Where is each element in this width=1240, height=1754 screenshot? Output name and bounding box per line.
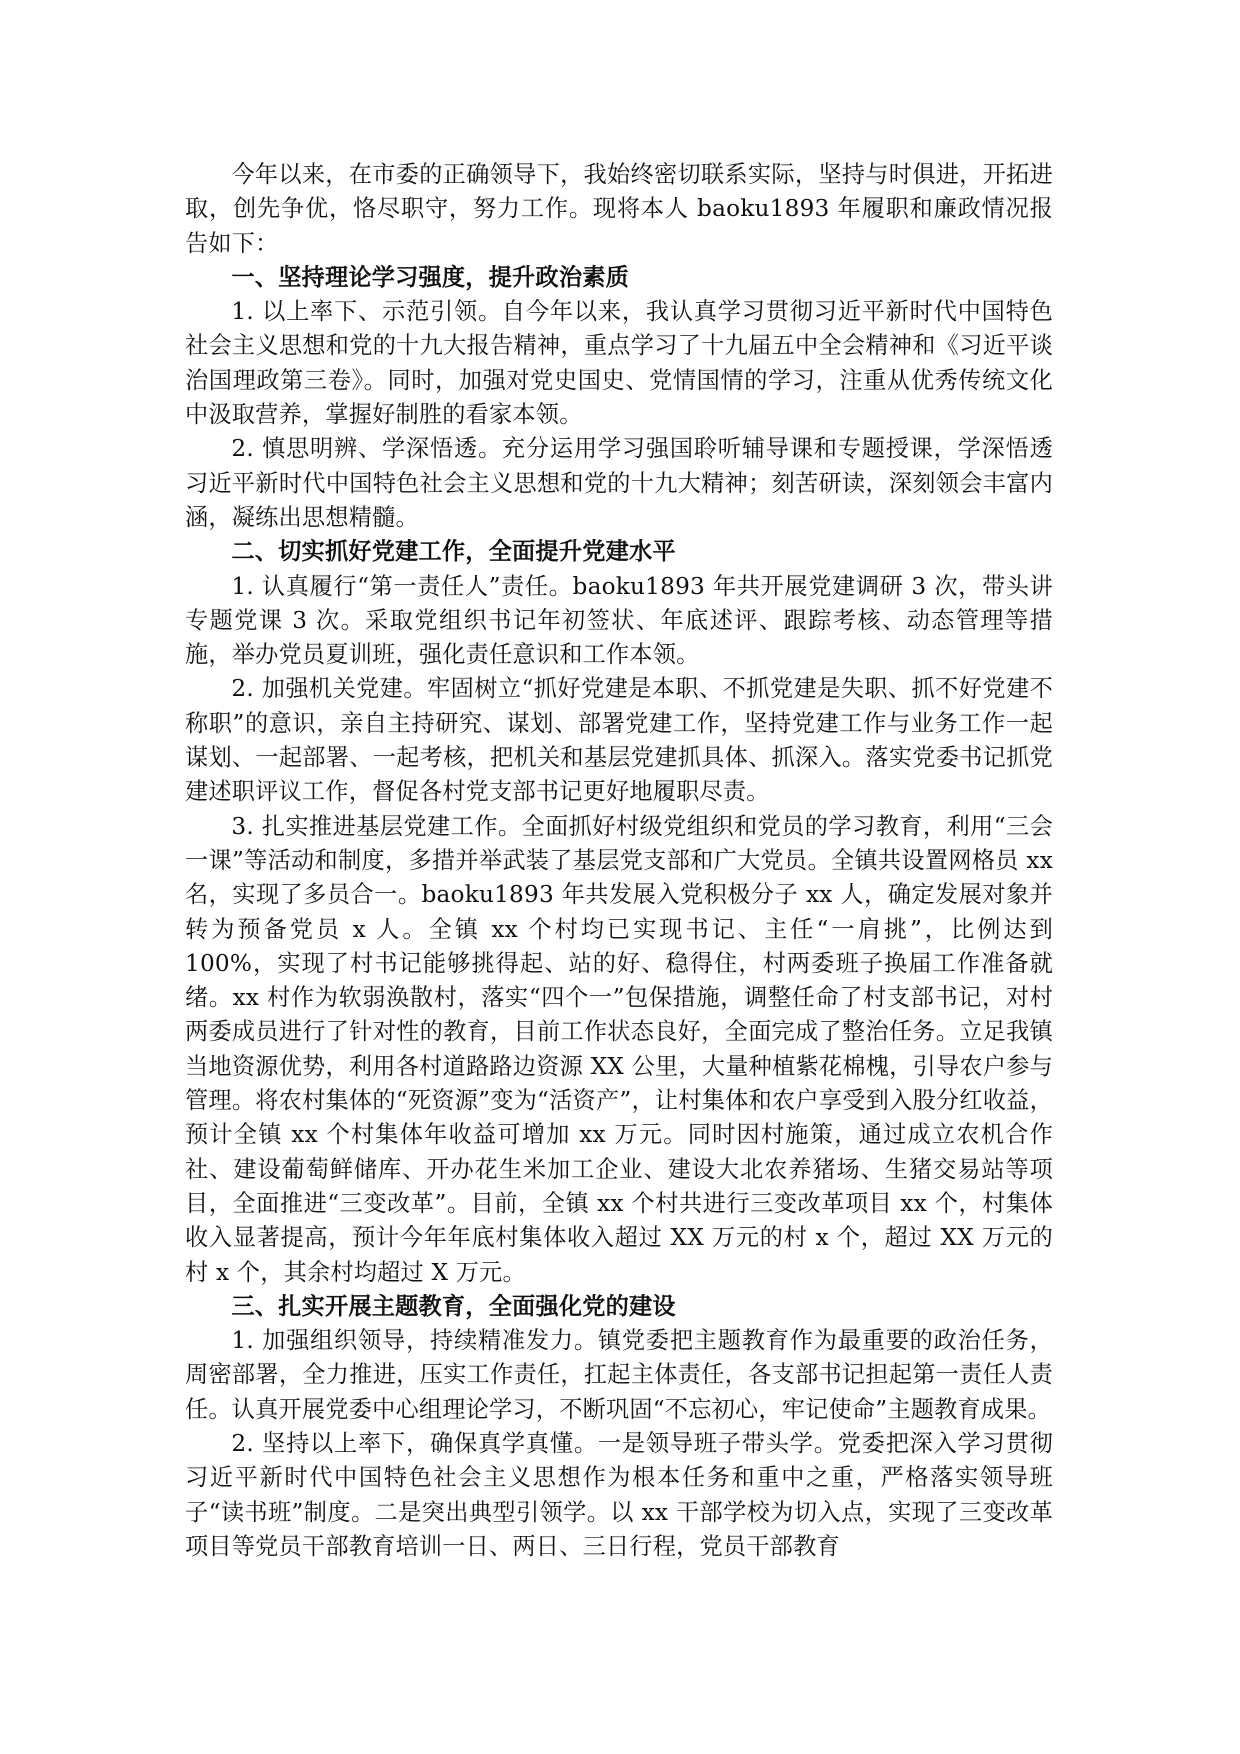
section-1-heading: 一、坚持理论学习强度，提升政治素质: [231, 263, 629, 291]
document-body: [185, 158, 1053, 1564]
section-2-paragraph-1: 1. 认真履行“第一责任人”责任。baoku1893 年共开展党建调研 3 次，带头讲专题党课 3 次。采取党组织书记年初签状、年底述评、跟踪考核、动态管理等措施，举办党员夏训班，强化责任意识和工作本领。: [185, 572, 1053, 669]
section-3-paragraph-2: 2. 坚持以上率下，确保真学真懂。一是领导班子带头学。党委把深入学习贯彻习近平新时代中国特色社会主义思想作为根本任务和重中之重，严格落实领导班子“读书班”制度。二是突出典型引领学。以 xx 干部学校为切入点，实现了三变改革项目等党员干部教育培训一日、两日、三日行程，党员干部教育: [185, 1429, 1053, 1560]
section-2-paragraph-3: 3. 扎实推进基层党建工作。全面抓好村级党组织和党员的学习教育，利用“三会一课”等活动和制度，多措并举武装了基层党支部和广大党员。全镇共设置网格员 xx 名，实现了多员合一。baoku1893 年共发展入党积极分子 xx 人，确定发展对象并转为预备党员 x 人。全镇 xx 个村均已实现书记、主任“一肩挑”，比例达到 100%，实现了村书记能够挑得起、站的好、稳得住，村两委班子换届工作准备就绪。xx 村作为软弱涣散村，落实“四个一”包保措施，调整任命了村支部书记，对村两委成员进行了针对性的教育，目前工作状态良好，全面完成了整治任务。立足我镇当地资源优势，利用各村道路路边资源 XX 公里，大量种植紫花棉槐，引导农户参与管理。将农村集体的“死资源”变为“活资产”，让村集体和农户享受到入股分红收益，预计全镇 xx 个村集体年收益可增加 xx 万元。同时因村施策，通过成立农机合作社、建设葡萄鲜储库、开办花生米加工企业、建设大北农养猪场、生猪交易站等项目，全面推进“三变改革”。目前，全镇 xx 个村共进行三变改革项目 xx 个，村集体收入显著提高，预计今年年底村集体收入超过 XX 万元的村 x 个，超过 XX 万元的村 x 个，其余村均超过 X 万元。: [185, 812, 1053, 1286]
section-2-paragraph-2: 2. 加强机关党建。牢固树立“抓好党建是本职、不抓党建是失职、抓不好党建不称职”的意识，亲自主持研究、谋划、部署党建工作，坚持党建工作与业务工作一起谋划、一起部署、一起考核，把机关和基层党建抓具体、抓深入。落实党委书记抓党建述职评议工作，督促各村党支部书记更好地履职尽责。: [185, 675, 1053, 806]
section-2-heading: 二、切实抓好党建工作，全面提升党建水平: [231, 538, 676, 566]
intro-paragraph: 今年以来，在市委的正确领导下，我始终密切联系实际，坚持与时俱进，开拓进取，创先争优，恪尽职守，努力工作。现将本人 baoku1893 年履职和廉政情况报告如下：: [185, 161, 1053, 257]
section-3-heading: 三、扎实开展主题教育，全面强化党的建设: [231, 1292, 676, 1320]
section-3-paragraph-1: 1. 加强组织领导，持续精准发力。镇党委把主题教育作为最重要的政治任务，周密部署，全力推进，压实工作责任，扛起主体责任，各支部书记担起第一责任人责任。认真开展党委中心组理论学习，不断巩固“不忘初心，牢记使命”主题教育成果。: [185, 1327, 1053, 1423]
section-1-paragraph-1: 1. 以上率下、示范引领。自今年以来，我认真学习贯彻习近平新时代中国特色社会主义思想和党的十九大报告精神，重点学习了十九届五中全会精神和《习近平谈治国理政第三卷》。同时，加强对党史国史、党情国情的学习，注重从优秀传统文化中汲取营养，掌握好制胜的看家本领。: [185, 298, 1053, 429]
section-1-paragraph-2: 2. 慎思明辨、学深悟透。充分运用学习强国聆听辅导课和专题授课，学深悟透习近平新时代中国特色社会主义思想和党的十九大精神；刻苦研读，深刻领会丰富内涵，凝练出思想精髓。: [185, 435, 1053, 531]
